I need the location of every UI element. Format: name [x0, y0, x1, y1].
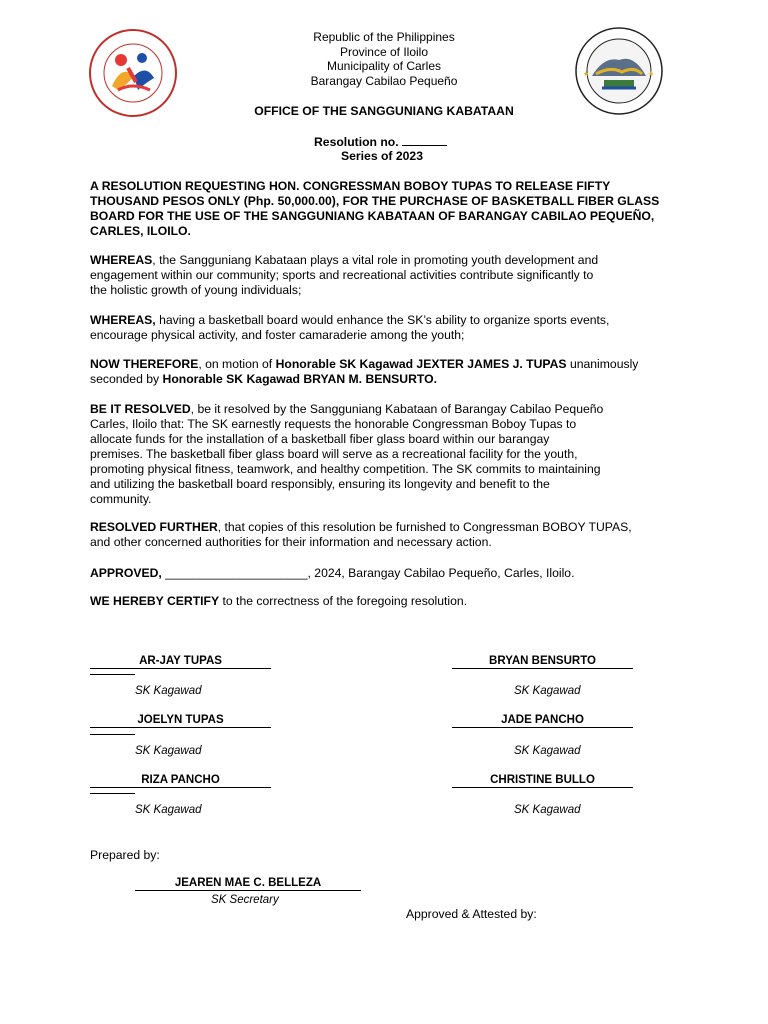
heading-line: CARLES, ILOILO. [90, 224, 191, 238]
resolution-number-label: Resolution no. [314, 135, 399, 149]
signatory-name: BRYAN BENSURTO [452, 654, 633, 669]
office-title: OFFICE OF THE SANGGUNIANG KABATAAN [254, 104, 514, 118]
signatory-role: SK Kagawad [135, 685, 202, 697]
signatory-role: SK Kagawad [514, 685, 581, 697]
secretary-role: SK Secretary [211, 894, 279, 906]
signatory-block [90, 773, 271, 794]
signatory-block [90, 713, 271, 735]
resolved-further-clause [90, 520, 680, 550]
whereas-clause-1 [90, 253, 680, 298]
signature-line [90, 792, 135, 794]
signatory-block [90, 654, 271, 675]
paragraph-text: unanimously [566, 357, 639, 371]
heading-line: THOUSAND PESOS ONLY (Php. 50,000.00), FOR THE PURCHASE OF BASKETBALL FIBER GLASS [90, 194, 660, 208]
paragraph-text: promoting physical fitness, teamwork, and healthy competition. The SK commits to maintaining [90, 462, 601, 476]
signatory-role: SK Kagawad [135, 745, 202, 757]
paragraph-text: community. [90, 492, 152, 506]
header-barangay: Barangay Cabilao Pequeño [310, 73, 458, 88]
prepared-by-label: Prepared by: [90, 848, 160, 862]
resolution-heading [90, 179, 680, 239]
heading-line: BOARD FOR THE USE OF THE SANGGUNIANG KABATAAN OF BARANGAY CABILAO PEQUEÑO, [90, 209, 655, 223]
paragraph-text: and utilizing the basketball board responsibly, ensuring its longevity and benefit to the [90, 477, 550, 491]
whereas-lead: WHEREAS, [90, 313, 156, 327]
signatory-name: RIZA PANCHO [90, 773, 271, 788]
whereas-lead: WHEREAS [90, 253, 153, 267]
paragraph-text: having a basketball board would enhance the SK’s ability to organize sports events, [155, 313, 610, 327]
certify-text: to the correctness of the foregoing resolution. [219, 594, 468, 608]
now-therefore-clause [90, 357, 680, 387]
approved-line [90, 566, 680, 581]
signatory-name: JOELYN TUPAS [90, 713, 271, 728]
resolved-further-lead: RESOLVED FURTHER [90, 520, 218, 534]
now-therefore-lead: NOW THEREFORE [90, 357, 199, 371]
svg-text:★: ★ [583, 70, 590, 78]
signatory-role: SK Kagawad [514, 804, 581, 816]
approved-attested-label: Approved & Attested by: [406, 907, 537, 921]
paragraph-text: engagement within our community; sports and recreational activities contribute significantly to [90, 268, 594, 282]
certify-lead: WE HEREBY CERTIFY [90, 594, 220, 608]
header-province: Province of Iloilo [339, 44, 429, 59]
signatory-role: SK Kagawad [514, 745, 581, 757]
signature-line [90, 733, 135, 735]
paragraph-text: Carles, Iloilo that: The SK earnestly requests the honorable Congressman Boboy Tupas to [90, 417, 577, 431]
signatory-name: AR-JAY TUPAS [90, 654, 271, 669]
paragraph-text: premises. The basketball fiber glass board will serve as a recreational facility for the youth, [90, 447, 578, 461]
paragraph-text: encourage physical activity, and foster camaraderie among the youth; [90, 328, 465, 342]
signatory-role: SK Kagawad [135, 804, 202, 816]
heading-line: A RESOLUTION REQUESTING HON. CONGRESSMAN BOBOY TUPAS TO RELEASE FIFTY [90, 179, 611, 193]
resolution-number-blank [402, 134, 447, 146]
paragraph-text: , the Sangguniang Kabataan plays a vital role in promoting youth development and [152, 253, 599, 267]
paragraph-text: the holistic growth of young individuals; [90, 283, 302, 297]
signature-line [90, 673, 135, 675]
signatory-name: CHRISTINE BULLO [452, 773, 633, 788]
resolved-lead: BE IT RESOLVED [90, 402, 191, 416]
paragraph-text: , on motion of [198, 357, 276, 371]
paragraph-text: , that copies of this resolution be furnished to Congressman BOBOY TUPAS, [217, 520, 632, 534]
paragraph-text: , be it resolved by the Sangguniang Kabataan of Barangay Cabilao Pequeño [190, 402, 604, 416]
header-republic: Republic of the Philippines [313, 30, 455, 44]
certify-line [90, 594, 680, 609]
whereas-clause-2 [90, 313, 680, 343]
resolution-number [314, 134, 447, 150]
paragraph-text: seconded by [90, 372, 163, 386]
be-it-resolved-clause [90, 402, 680, 507]
secretary-name: JEAREN MAE C. BELLEZA [135, 876, 361, 891]
paragraph-text: allocate funds for the installation of a basketball fiber glass board within our barangay [90, 432, 550, 446]
resolution-series: Series of 2023 [341, 149, 423, 163]
document-header [0, 30, 768, 88]
signatory-name: JADE PANCHO [452, 713, 633, 728]
mover-name: Honorable SK Kagawad JEXTER JAMES J. TUPAS [275, 357, 567, 371]
approved-lead: APPROVED, [90, 566, 162, 580]
seconder-name: Honorable SK Kagawad BRYAN M. BENSURTO. [162, 372, 438, 386]
svg-text:★: ★ [648, 70, 655, 78]
approved-text: _____________________, 2024, Barangay Cabilao Pequeño, Carles, Iloilo. [161, 566, 575, 580]
header-municipality: Municipality of Carles [326, 59, 442, 73]
paragraph-text: and other concerned authorities for their information and necessary action. [90, 535, 492, 549]
